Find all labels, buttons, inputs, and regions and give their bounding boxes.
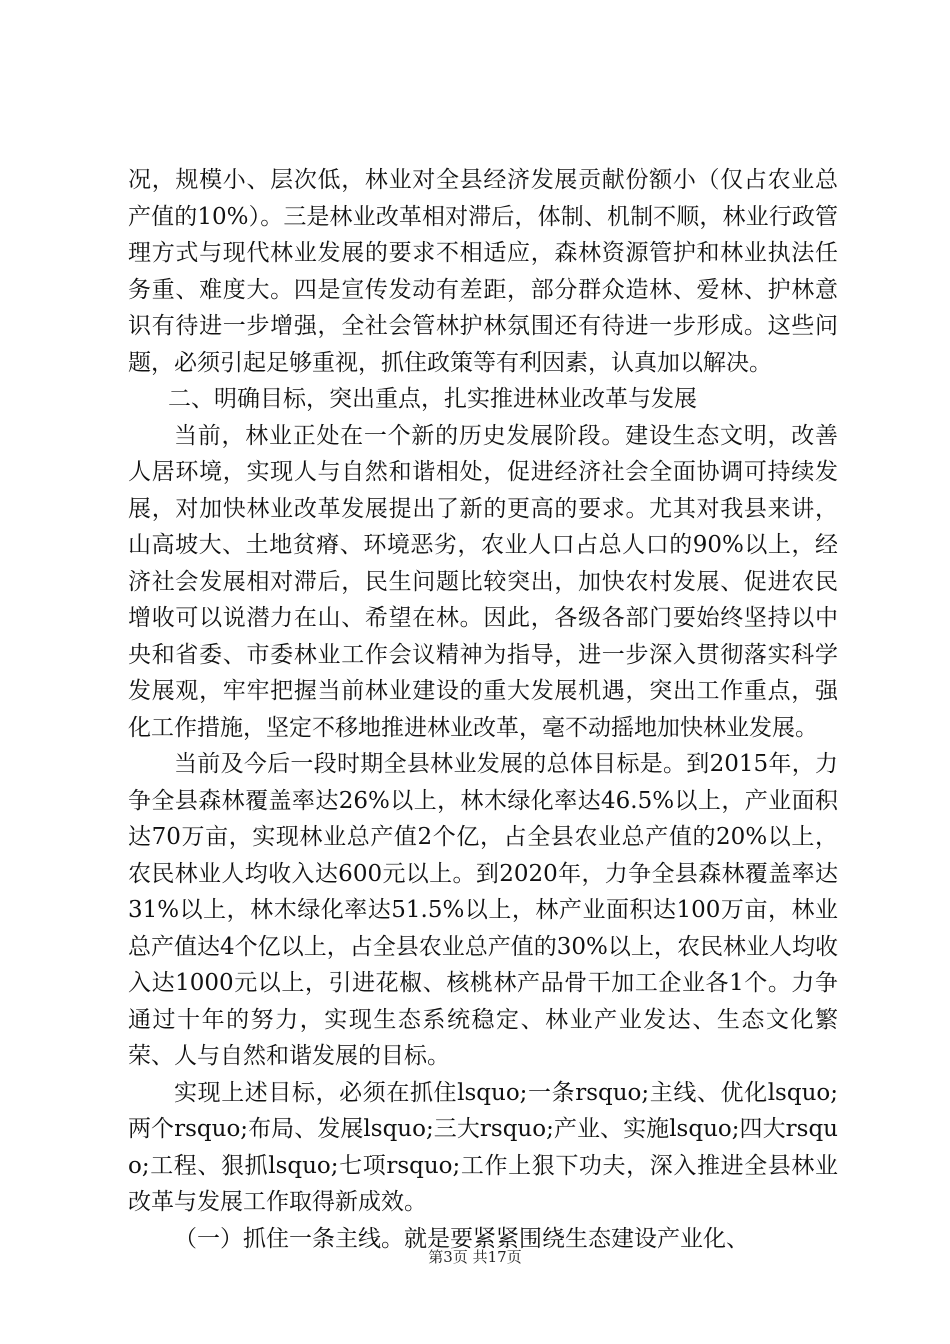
page-number-label: 第3页 共17页 [428,1248,522,1266]
paragraph-achieve-goals: 实现上述目标，必须在抓住lsquo;一条rsquo;主线、优化lsquo;两个rsquo;布局、发展lsquo;三大rsquo;产业、实施lsquo;四大rsquo;工程、狠抓lsquo;七项rsquo;工作上狠下功夫，深入推进全县林业改革与发展工作取得新成效。 [128,1079,838,1215]
section-heading-two: 二、明确目标，突出重点，扎实推进林业改革与发展 [168,386,697,412]
page-footer [0,1246,950,1267]
document-body [128,162,838,1257]
paragraph-overall-goals: 当前及今后一段时期全县林业发展的总体目标是。到2015年，力争全县森林覆盖率达26%以上，林木绿化率达46.5%以上，产业面积达70万亩，实现林业总产值2个亿，占全县农业总产值的20%以上，农民林业人均收入达600元以上。到2020年，力争全县森林覆盖率达31%以上，林木绿化率达51.5%以上，林产业面积达100万亩，林业总产值达4个亿以上，占全县农业总产值的30%以上，农民林业人均收入达1000元以上，引进花椒、核桃林产品骨干加工企业各1个。力争通过十年的努力，实现生态系统稳定、林业产业发达、生态文化繁荣、人与自然和谐发展的目标。 [128,751,838,1069]
paragraph-current-situation: 当前，林业正处在一个新的历史发展阶段。建设生态文明，改善人居环境，实现人与自然和谐相处，促进经济社会全面协调可持续发展，对加快林业改革发展提出了新的更高的要求。尤其对我县来讲，山高坡大、土地贫瘠、环境恶劣，农业人口占总人口的90%以上，经济社会发展相对滞后，民生问题比较突出，加快农村发展、促进农民增收可以说潜力在山、希望在林。因此，各级各部门要始终坚持以中央和省委、市委林业工作会议精神为指导，进一步深入贯彻落实科学发展观，牢牢把握当前林业建设的重大发展机遇，突出工作重点，强化工作措施，坚定不移地推进林业改革，毫不动摇地加快林业发展。 [128,422,838,741]
paragraph-main-line: （一）抓住一条主线。就是要紧紧围绕生态建设产业化、 [174,1225,749,1252]
paragraph-problems-continued: 况，规模小、层次低，林业对全县经济发展贡献份额小（仅占农业总产值的10%）。三是林业改革相对滞后，体制、机制不顺，林业行政管理方式与现代林业发展的要求不相适应，森林资源管护和林业执法任务重、难度大。四是宣传发动有差距，部分群众造林、爱林、护林意识有待进一步增强，全社会管林护林氛围还有待进一步形成。这些问题，必须引起足够重视，抓住政策等有利因素，认真加以解决。 [128,167,838,376]
